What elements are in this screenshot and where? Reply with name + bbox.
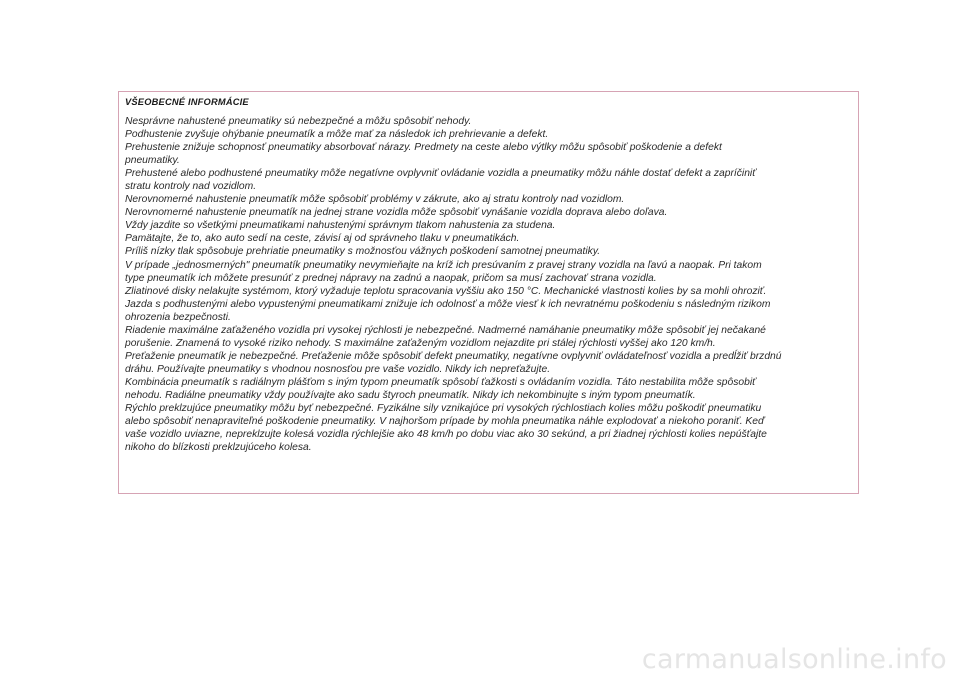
section-title: VŠEOBECNÉ INFORMÁCIE xyxy=(125,97,249,107)
body-line: stratu kontroly nad vozidlom. xyxy=(125,181,257,193)
body-line: nikoho do blízkosti preklzujúceho kolesa. xyxy=(125,442,312,454)
body-line: Nesprávne nahustené pneumatiky sú nebezpečné a môžu spôsobiť nehody. xyxy=(125,116,472,127)
body-line: vaše vozidlo uviazne, nepreklzujte kolesá vozidla rýchlejšie ako 48 km/h po dobu viac ako 30 sekúnd, a pri žiadnej rýchlosti kolies nepúšťajte xyxy=(125,429,767,441)
body-line: Prehustenie znižuje schopnosť pneumatiky absorbovať nárazy. Predmety na ceste alebo výtlky môžu spôsobiť poškodenie a defekt xyxy=(125,142,722,154)
body-line: dráhu. Používajte pneumatiky s vhodnou nosnosťou pre vaše vozidlo. Nikdy ich nepreťažujte. xyxy=(125,363,551,375)
body-line: Pamätajte, že to, ako auto sedí na ceste, závisí aj od správneho tlaku v pneumatikách. xyxy=(125,233,520,245)
body-line: Zliatinové disky nelakujte systémom, ktorý vyžaduje teplotu spracovania vyššiu ako 150 °C. Mechanické vlastnosti kolies by sa mohli ohroziť. xyxy=(125,285,767,297)
body-line: Príliš nízky tlak spôsobuje prehriatie pneumatiky s možnosťou vážnych poškodení samotnej pneumatiky. xyxy=(125,246,601,258)
section-body xyxy=(125,115,858,454)
body-line: ohrozenia bezpečnosti. xyxy=(125,311,231,323)
body-line: pneumatiky. xyxy=(125,155,180,167)
body-line: Riadenie maximálne zaťaženého vozidla pri vysokej rýchlosti je nebezpečné. Nadmerné namáhanie pneumatiky môže spôsobiť jej nečakané xyxy=(125,324,766,336)
body-line: Nerovnomerné nahustenie pneumatík môže spôsobiť problémy v zákrute, ako aj stratu kontroly nad vozidlom. xyxy=(125,194,625,206)
body-line: V prípade „jednosmerných" pneumatík pneumatiky nevymieňajte na kríž ich presúvaním z pravej strany vozidla na ľavú a naopak. Pri takom xyxy=(125,259,762,271)
body-line: Vždy jazdite so všetkými pneumatikami nahustenými správnym tlakom nahustenia za studena. xyxy=(125,220,556,232)
body-line: nehodu. Radiálne pneumatiky vždy používajte ako sadu štyroch pneumatík. Nikdy ich nekombinujte s iným typom pneumatík. xyxy=(125,389,696,401)
watermark: carmanualsonline.info xyxy=(641,644,947,675)
body-line: Preťaženie pneumatík je nebezpečné. Preťaženie môže spôsobiť defekt pneumatiky, negatívne ovplyvniť ovládateľnosť vozidla a predĺžiť brzdnú xyxy=(125,350,782,362)
body-line: Jazda s podhustenými alebo vypustenými pneumatikami znižuje ich odolnosť a môže viesť k ich nevratnému poškodeniu s následným rizikom xyxy=(125,298,771,310)
body-line: alebo spôsobiť nenapraviteľné poškodenie pneumatiky. V najhoršom prípade by mohla pneumatika náhle explodovať a niekoho poraniť. Keď xyxy=(125,416,765,428)
warning-box xyxy=(118,91,859,494)
body-line: Nerovnomerné nahustenie pneumatík na jednej strane vozidla môže spôsobiť vynášanie vozidla doprava alebo doľava. xyxy=(125,207,668,219)
body-line: porušenie. Znamená to vysoké riziko nehody. S maximálne zaťaženým vozidlom nejazdite pri stálej rýchlosti vyššej ako 120 km/h. xyxy=(125,337,716,349)
body-line: type pneumatík ich môžete presunúť z prednej nápravy na zadnú a naopak, pričom sa musí zachovať strana vozidla. xyxy=(125,272,657,284)
body-line: Prehustené alebo podhustené pneumatiky môže negatívne ovplyvniť ovládanie vozidla a pneumatiky môžu náhle dostať defekt a zapríčiniť xyxy=(125,168,756,180)
body-line: Kombinácia pneumatík s radiálnym plášťom s iným typom pneumatík spôsobí ťažkosti s ovládaním vozidla. Táto nestabilita môže spôsobiť xyxy=(125,376,756,388)
body-line: Podhustenie zvyšuje ohýbanie pneumatík a môže mať za následok ich prehrievanie a defekt. xyxy=(125,129,549,141)
body-line: Rýchlo preklzujúce pneumatiky môžu byť nebezpečné. Fyzikálne sily vznikajúce pri vysokých rýchlostiach kolies môžu poškodiť pneumatiku xyxy=(125,403,762,415)
